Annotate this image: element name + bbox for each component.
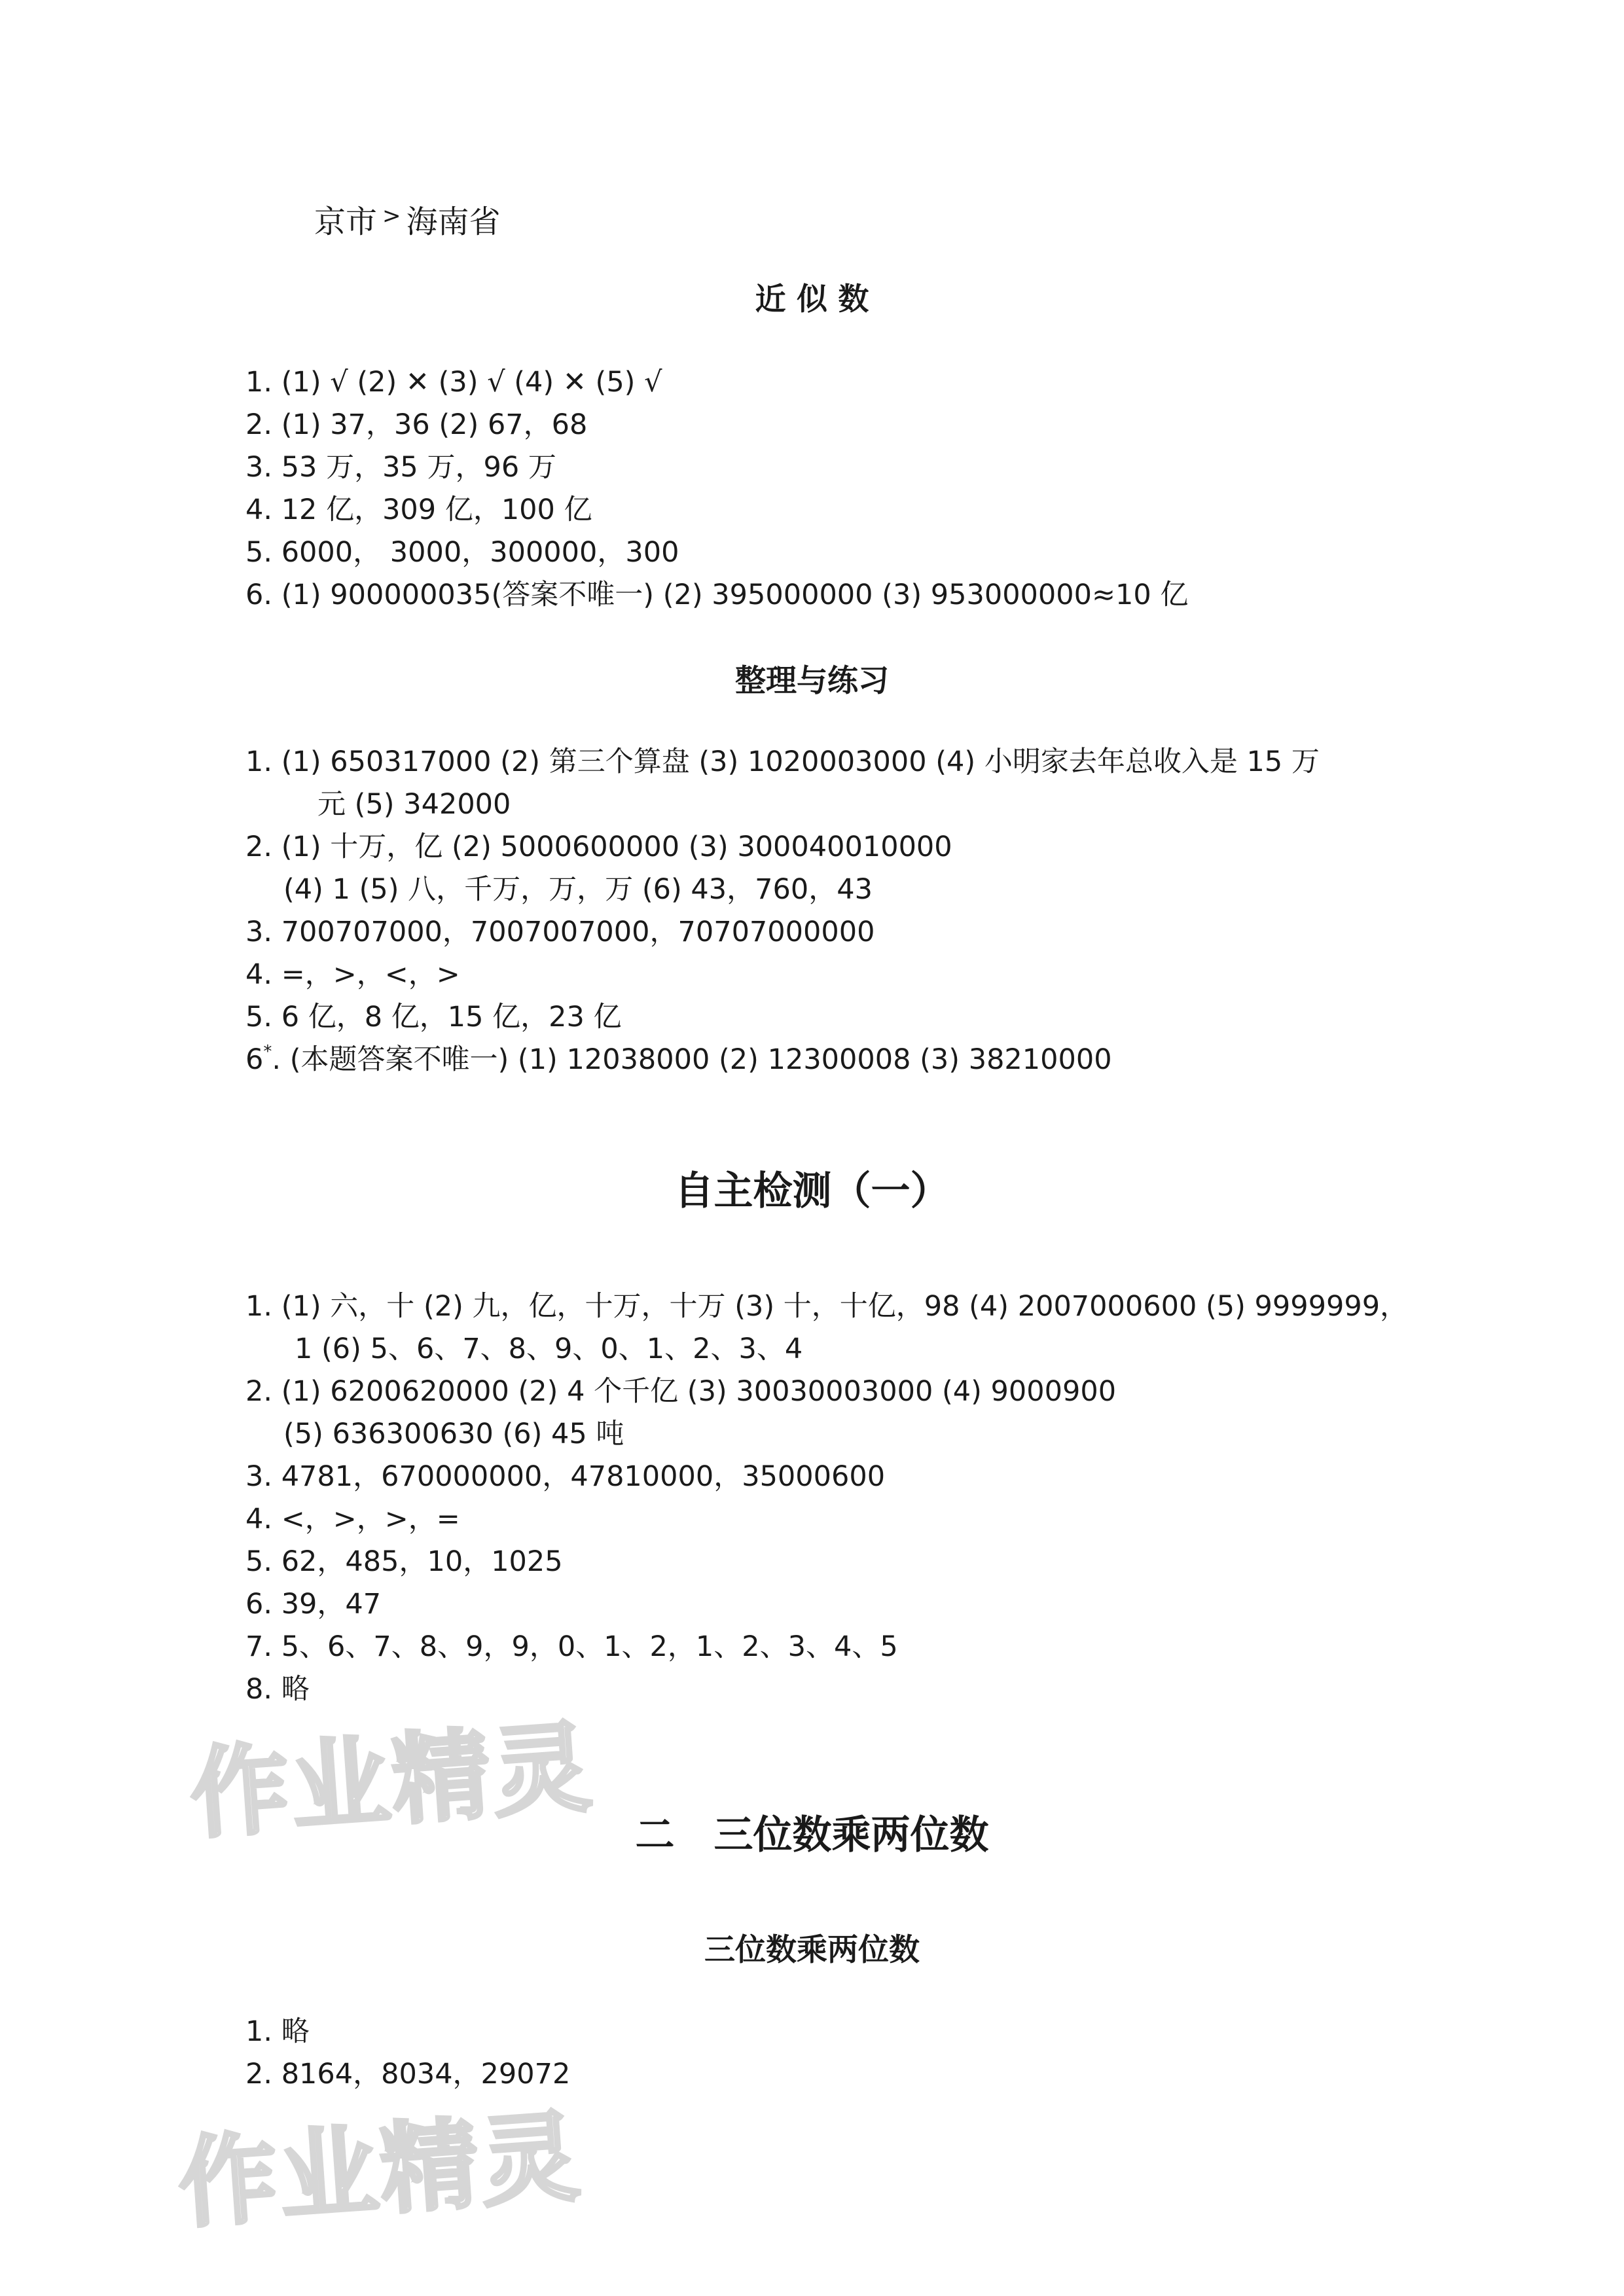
section-title-multiply: 三位数乘两位数 xyxy=(704,1932,920,1968)
answer-line: 1. (1) √ (2) ✕ (3) √ (4) ✕ (5) √ xyxy=(245,366,662,399)
answer-line: 5. 62，485，10，1025 xyxy=(245,1545,563,1578)
answer-line: 3. 700707000，7007007000，70707000000 xyxy=(245,916,875,948)
top-fragment-right: 海南省 xyxy=(406,204,501,240)
star-mark: * xyxy=(263,1042,272,1062)
top-fragment-arrow: > xyxy=(382,203,401,229)
answer-line: 3. 53 万，35 万，96 万 xyxy=(245,451,556,484)
answer-line: 4. =，>，<，> xyxy=(245,958,460,991)
answer-line: 5. 6 亿，8 亿，15 亿，23 亿 xyxy=(245,1001,622,1033)
watermark: 作业精灵 xyxy=(187,1710,598,1853)
watermark: 作业精灵 xyxy=(175,2100,586,2242)
answer-line: 5. 6000， 3000，300000，300 xyxy=(245,536,679,569)
answer-line: 2. (1) 十万，亿 (2) 5000600000 (3) 300040010000 xyxy=(245,831,952,863)
question-number: 6 xyxy=(245,1043,264,1076)
answer-line: 7. 5、6、7、8、9，9，0、1、2，1、2、3、4、5 xyxy=(245,1630,898,1663)
answer-line: 8. 略 xyxy=(245,1673,310,1706)
top-fragment xyxy=(314,196,501,242)
answer-line: 2. (1) 37，36 (2) 67，68 xyxy=(245,408,588,441)
answer-line: 6. (1) 900000035(答案不唯一) (2) 395000000 (3) 953000000≈10 亿 xyxy=(245,579,1189,611)
answer-line: 4. 12 亿，309 亿，100 亿 xyxy=(245,493,592,526)
answer-line: 1. (1) 六，十 (2) 九，亿，十万，十万 (3) 十，十亿，98 (4) 2007000600 (5) 9999999， xyxy=(245,1290,1409,1323)
answer-line: 1. (1) 650317000 (2) 第三个算盘 (3) 1020003000 (4) 小明家去年总收入是 15 万 xyxy=(245,745,1320,778)
chapter-title: 二 三位数乘两位数 xyxy=(635,1812,989,1858)
top-fragment-left: 京市 xyxy=(314,204,378,240)
answer-line: 3. 4781，670000000，47810000，35000600 xyxy=(245,1460,886,1493)
answer-line: 2. 8164，8034，29072 xyxy=(245,2058,571,2090)
section-title-approx: 近 似 数 xyxy=(755,281,869,317)
section-title-review: 整理与练习 xyxy=(735,663,889,699)
answer-line-starred xyxy=(245,1042,1112,1076)
answer-line: 1. 略 xyxy=(245,2015,310,2048)
answer-line: 4. <，>，>，= xyxy=(245,1503,460,1535)
answer-line: (5) 636300630 (6) 45 吨 xyxy=(283,1418,624,1450)
answer-line: 6. 39，47 xyxy=(245,1588,382,1621)
answer-line: 元 (5) 342000 xyxy=(317,788,511,821)
answer-line: 1 (6) 5、6、7、8、9、0、1、2、3、4 xyxy=(295,1333,803,1365)
answer-line: 2. (1) 6200620000 (2) 4 个千亿 (3) 30030003000 (4) 9000900 xyxy=(245,1375,1117,1408)
answer-line: (4) 1 (5) 八，千万，万，万 (6) 43，760，43 xyxy=(283,873,873,906)
answer-text: . (本题答案不唯一) (1) 12038000 (2) 12300008 (3) 38210000 xyxy=(272,1043,1112,1076)
section-title-self-test: 自主检测（一） xyxy=(674,1168,950,1214)
